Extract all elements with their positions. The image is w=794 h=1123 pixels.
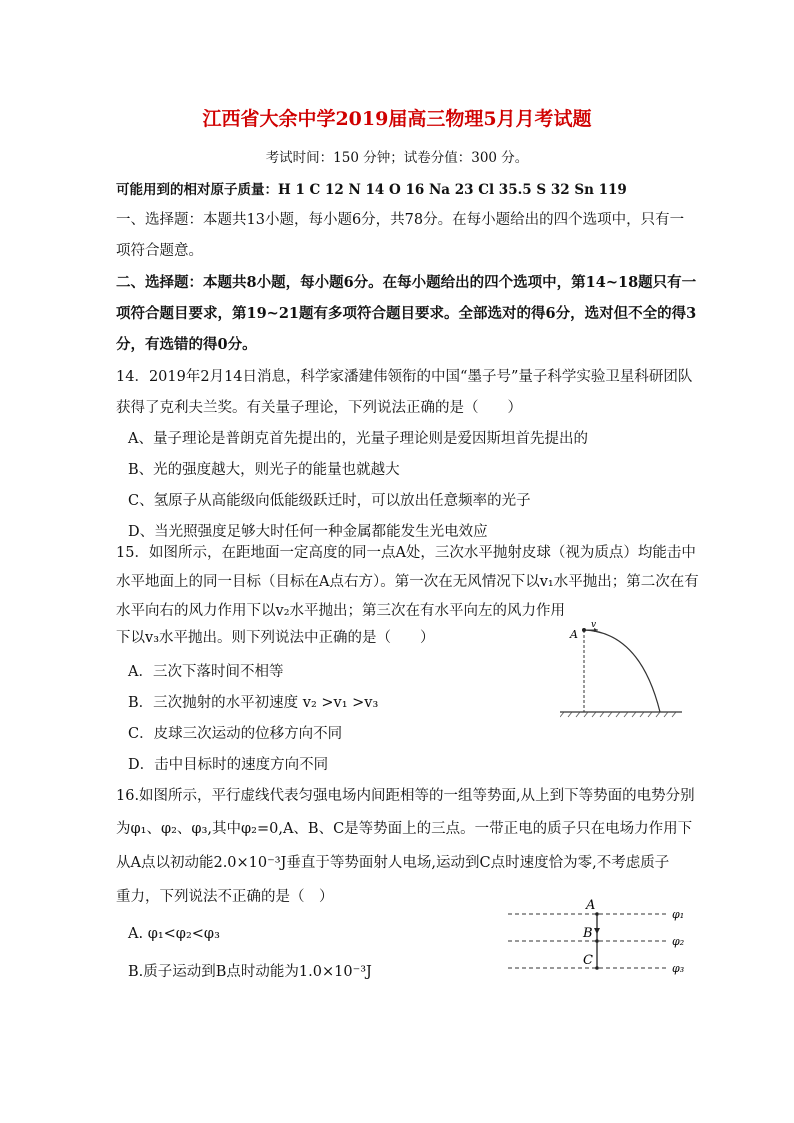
- velocity-label: v: [591, 620, 597, 630]
- q15-projectile-figure: [560, 618, 686, 718]
- section2-line3: 分，有选错的得0分。: [116, 336, 257, 353]
- point-a-dot: [595, 912, 599, 916]
- point-a: [582, 628, 586, 632]
- q15-stem-line1: 15．如图所示，在距地面一定高度的同一点A处，三次水平抛射皮球（视为质点）均能击中: [116, 545, 696, 561]
- q16-option-a: A. φ₁<φ₂<φ₃: [128, 926, 220, 942]
- q15-option-a: A．三次下落时间不相等: [128, 664, 284, 680]
- q15-option-d: D．击中目标时的速度方向不同: [128, 757, 329, 773]
- label-a: A: [586, 898, 596, 913]
- q14-option-a: A、量子理论是普朗克首先提出的，光量子理论则是爱因斯坦首先提出的: [128, 431, 588, 447]
- exam-info: 考试时间：150 分钟；试卷分值：300 分。: [265, 150, 529, 166]
- point-a-label: A: [570, 628, 578, 641]
- atomic-mass-line: 可能用到的相对原子质量：H 1 C 12 N 14 O 16 Na 23 Cl 35.5 S 32 Sn 119: [116, 182, 627, 198]
- q14-option-b: B、光的强度越大，则光子的能量也就越大: [128, 462, 400, 478]
- q14-stem-line1: 14．2019年2月14日消息，科学家潘建伟领衔的中国“墨子号”量子科学实验卫星科研团队: [116, 369, 693, 385]
- q14-stem-line2: 获得了克利夫兰奖。有关量子理论，下列说法正确的是（ ）: [116, 400, 522, 416]
- ground-hatch: [560, 712, 676, 717]
- point-c-dot: [595, 966, 599, 970]
- point-b-dot: [595, 939, 599, 943]
- q16-stem-line2: 为φ₁、φ₂、φ₃,其中φ₂=0,A、B、C是等势面上的三点。一带正电的质子只在电场力作用下: [116, 821, 693, 837]
- q16-stem-line3: 从A点以初动能2.0×10⁻³J垂直于等势面射人电场,运动到C点时速度恰为零,不考虑质子: [116, 855, 670, 871]
- section2-line1: 二、选择题：本题共8小题，每小题6分。在每小题给出的四个选项中，第14~18题只有一: [116, 274, 697, 291]
- q16-equipotential-figure: [506, 892, 696, 982]
- q15-option-c: C．皮球三次运动的位移方向不同: [128, 726, 343, 742]
- q16-stem-line1: 16.如图所示，平行虚线代表匀强电场内间距相等的一组等势面,从上到下等势面的电势分别: [116, 788, 695, 804]
- label-phi3: φ₃: [672, 962, 685, 975]
- section1-line1: 一、选择题：本题共13小题，每小题6分，共78分。在每小题给出的四个选项中，只有一: [116, 212, 685, 228]
- page-title: 江西省大余中学2019届高三物理5月月考试题: [202, 108, 592, 130]
- label-phi2: φ₂: [672, 935, 685, 948]
- section1-line2: 项符合题意。: [116, 243, 203, 259]
- direction-arrowhead: [594, 928, 600, 934]
- q15-stem-line4: 下以v₃水平抛出。则下列说法中正确的是（ ）: [116, 630, 435, 646]
- q15-option-b: B．三次抛射的水平初速度 v₂ >v₁ >v₃: [128, 695, 379, 711]
- label-b: B: [583, 926, 593, 941]
- label-c: C: [583, 953, 593, 968]
- label-phi1: φ₁: [672, 908, 685, 921]
- q15-stem-line2: 水平地面上的同一目标（目标在A点右方）。第一次在无风情况下以v₁水平抛出；第二次在有: [116, 574, 699, 590]
- q15-stem-line3: 水平向右的风力作用下以v₂水平抛出；第三次在有水平向左的风力作用: [116, 603, 566, 619]
- trajectory-curve: [584, 630, 660, 712]
- q14-option-d: D、当光照强度足够大时任何一种金属都能发生光电效应: [128, 524, 488, 540]
- section2-line2: 项符合题目要求，第19~21题有多项符合题目要求。全部选对的得6分，选对但不全的得3: [116, 305, 697, 322]
- q14-option-c: C、氢原子从高能级向低能级跃迁时，可以放出任意频率的光子: [128, 493, 531, 509]
- q16-option-b: B.质子运动到B点时动能为1.0×10⁻³J: [128, 964, 372, 980]
- q16-stem-line4: 重力，下列说法不正确的是（ ）: [116, 889, 334, 905]
